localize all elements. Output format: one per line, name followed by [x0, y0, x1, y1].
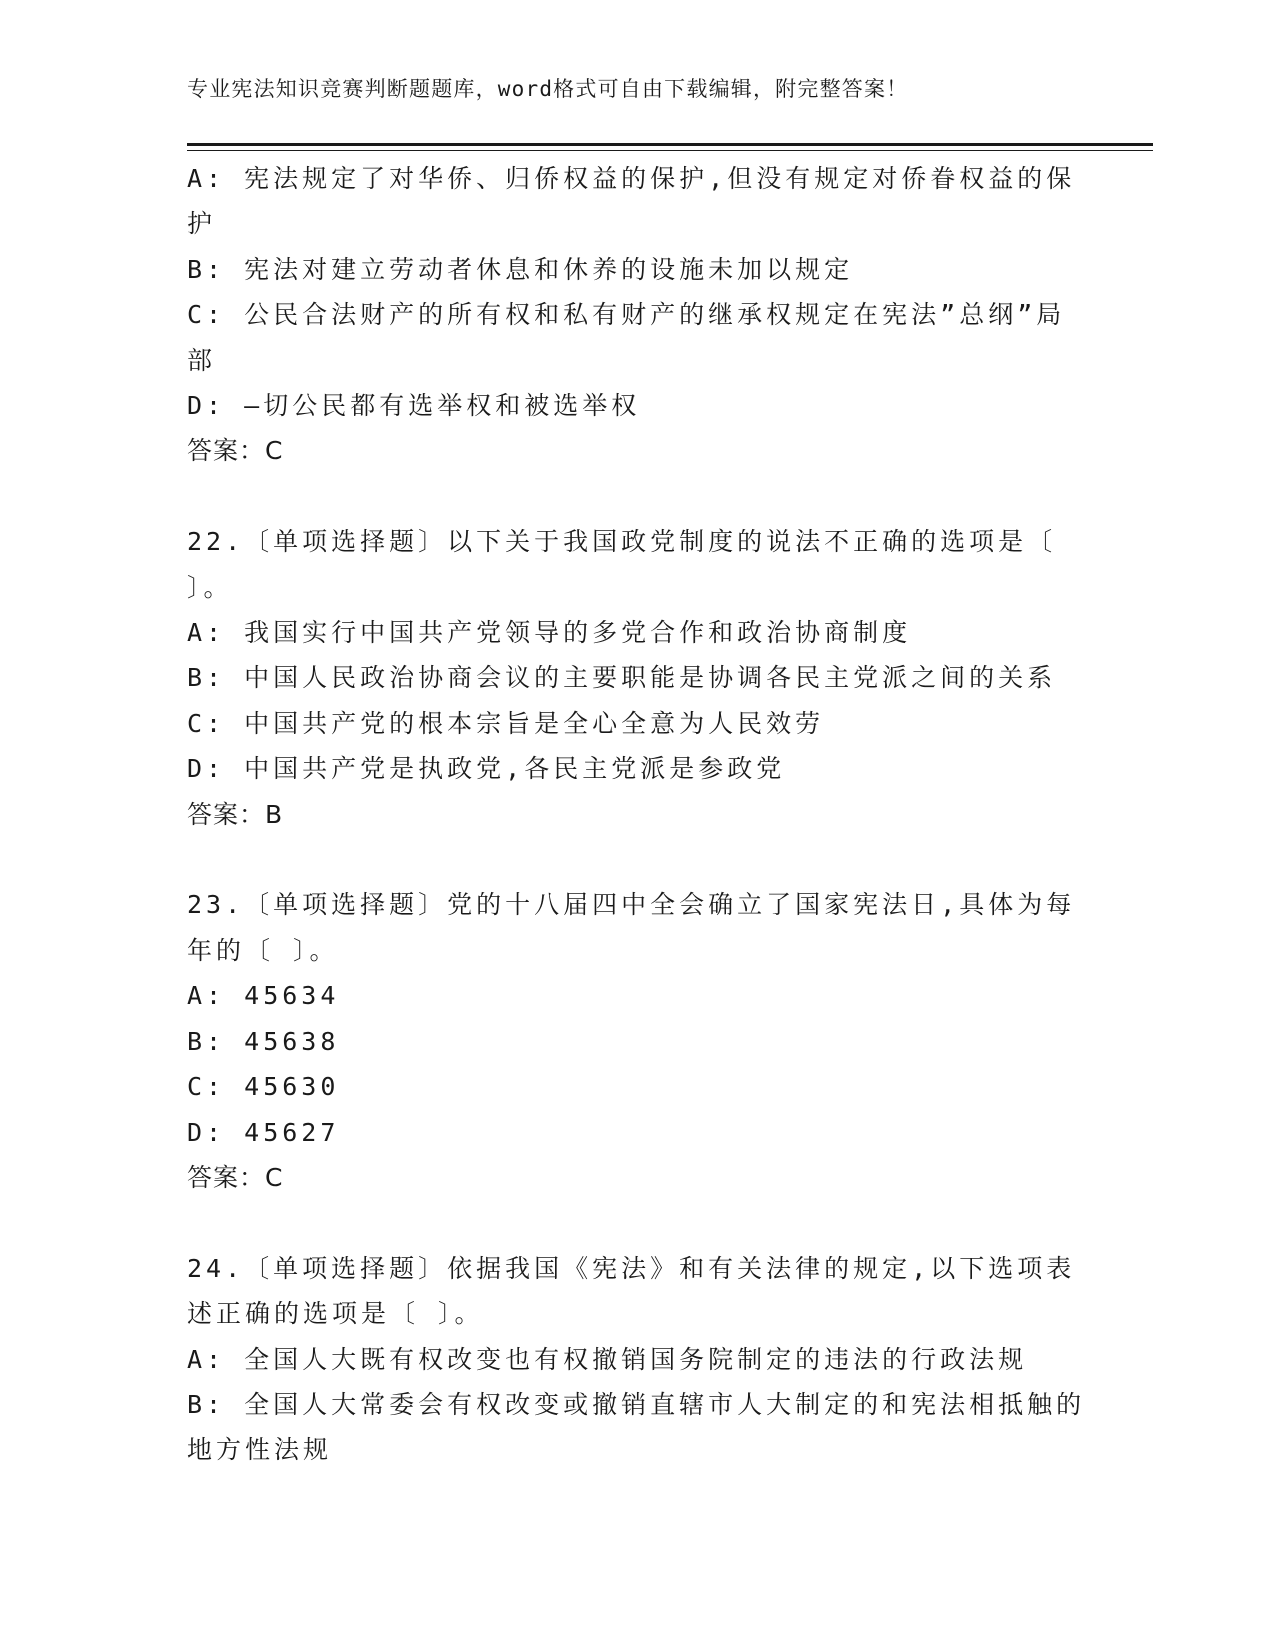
- option-line: C: 中国共产党的根本宗旨是全心全意为人民效劳: [187, 708, 825, 738]
- question-line: 护: [187, 209, 217, 239]
- question-line: 述正确的选项是〔 〕。: [187, 1299, 484, 1329]
- option-line: A: 全国人大既有权改变也有权撤销国务院制定的违法的行政法规: [187, 1344, 1028, 1374]
- option-line: C: 45630: [187, 1072, 340, 1102]
- question-line: 年的〔 〕。: [187, 935, 339, 965]
- option-line: D: 中国共产党是执政党,各民主党派是参政党: [187, 754, 786, 784]
- spacer: [187, 837, 1087, 882]
- header-rule-thick: [187, 143, 1153, 146]
- option-line: D: 45627: [187, 1117, 340, 1147]
- option-line: B: 45638: [187, 1026, 340, 1056]
- question-block: [187, 519, 1087, 837]
- spacer: [187, 474, 1087, 519]
- option-line: A: 45634: [187, 981, 340, 1011]
- question-block: [187, 882, 1087, 1200]
- option-line: A: 我国实行中国共产党领导的多党合作和政治协商制度: [187, 618, 912, 648]
- option-line: B: 全国人大常委会有权改变或撤销直辖市人大制定的和宪法相抵触的: [187, 1389, 1086, 1419]
- question-line: A: 宪法规定了对华侨、归侨权益的保护,但没有规定对侨眷权益的保: [187, 164, 1076, 193]
- option-line: B: 中国人民政治协商会议的主要职能是协调各民主党派之间的关系: [187, 663, 1057, 693]
- answer-line: 答案：C: [187, 1162, 284, 1192]
- question-block: [187, 156, 1087, 474]
- question-line: 22.〔单项选择题〕以下关于我国政党制度的说法不正确的选项是〔: [187, 527, 1057, 557]
- document-body: [187, 156, 1087, 1473]
- question-line: 23.〔单项选择题〕党的十八届四中全会确立了国家宪法日,具体为每: [187, 890, 1076, 920]
- option-line: B: 宪法对建立劳动者休息和休养的设施未加以规定: [187, 254, 854, 284]
- option-line: D: —切公民都有选举权和被选举权: [187, 391, 641, 421]
- question-block: [187, 1246, 1087, 1473]
- option-line: 地方性法规: [187, 1435, 333, 1465]
- spacer: [187, 1200, 1087, 1245]
- question-line: 〕。: [187, 572, 233, 602]
- option-line: 部: [187, 345, 217, 375]
- answer-line: 答案：C: [187, 436, 284, 466]
- header-rule-thin: [187, 150, 1153, 151]
- option-line: C: 公民合法财产的所有权和私有财产的继承权规定在宪法”总纲”局: [187, 300, 1066, 330]
- question-line: 24.〔单项选择题〕依据我国《宪法》和有关法律的规定,以下选项表: [187, 1253, 1076, 1283]
- page-header: 专业宪法知识竞赛判断题题库，word格式可自由下载编辑，附完整答案！: [187, 77, 909, 101]
- answer-line: 答案：B: [187, 799, 284, 829]
